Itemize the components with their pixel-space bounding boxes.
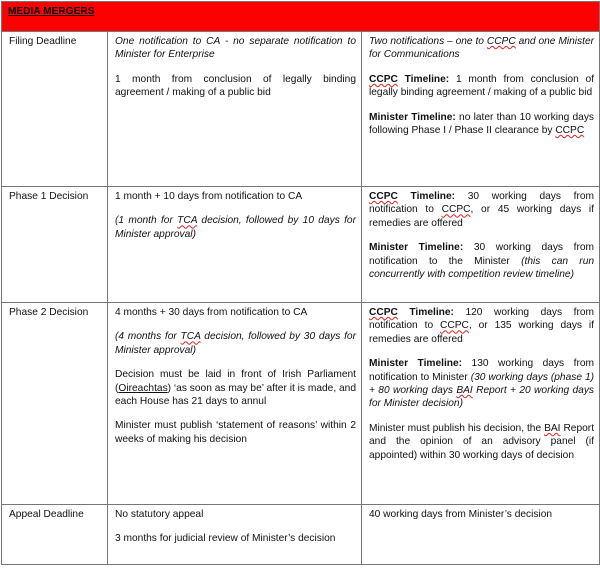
cell-paragraph: (4 months for TCA decision, followed by 30 days for Minister approval): [115, 331, 356, 356]
spellcheck-word: CCPC: [440, 320, 469, 332]
row-label: Phase 1 Decision: [2, 187, 108, 303]
cell-paragraph: Decision must be laid in front of Irish Parliament (Oireachtas) ‘as soon as may be’ after it is made, and each House has 21 days to annul: [115, 369, 356, 408]
cell-paragraph: One notification to CA - no separate notification to Minister for Enterprise: [115, 36, 356, 61]
cell-paragraph: 1 month from conclusion of legally binding agreement / making of a public bid: [115, 73, 356, 99]
ca-cell: [108, 303, 362, 505]
table-title-cell: [2, 2, 600, 32]
table-row-appeal-deadline: [2, 505, 600, 565]
spellcheck-word: CCPC: [369, 307, 398, 318]
spellcheck-word: Oireachtas: [118, 382, 168, 394]
ccpc-cell: [362, 32, 600, 187]
row-label: Filing Deadline: [2, 32, 108, 187]
cell-paragraph: 1 month + 10 days from notification to CA: [115, 191, 303, 202]
spellcheck-word: CCPC: [555, 125, 585, 137]
ccpc-cell: [362, 505, 600, 565]
row-label: Appeal Deadline: [2, 505, 108, 565]
ccpc-cell: [362, 303, 600, 505]
cell-paragraph: Minister must publish his decision, the BAI Report and the opinion of an advisory panel (if appointed) within 30 working days of decision: [369, 422, 595, 461]
cell-paragraph: Minister must publish ‘statement of reasons’ within 2 weeks of making his decision: [115, 420, 356, 445]
row-label: Phase 2 Decision: [2, 303, 108, 505]
cell-paragraph: Minister Timeline: 130 working days from notification to Minister (30 working days (phase 1) + 80 working days BAI Report + 20 working days for Minister decision): [369, 358, 595, 410]
cell-paragraph: 3 months for judicial review of Minister’s decision: [115, 533, 336, 545]
spellcheck-word: TCA: [180, 331, 201, 343]
table-title: MEDIA MERGERS: [8, 6, 95, 17]
cell-paragraph: (1 month for TCA decision, followed by 10 days for Minister approval): [115, 215, 356, 240]
spellcheck-word: TCA: [177, 215, 198, 227]
table-row-phase-2-decision: [2, 303, 600, 505]
spellcheck-word: BAI: [456, 385, 473, 397]
cell-paragraph: 40 working days from Minister’s decision: [369, 509, 553, 520]
media-mergers-table: [1, 1, 600, 565]
spellcheck-word: CCPC: [441, 204, 471, 216]
cell-paragraph: CCPC Timeline: 30 working days from notification to CCPC, or 45 working days if remedies are offered: [369, 191, 595, 229]
ca-cell: [108, 32, 362, 187]
cell-paragraph: Minister Timeline: 30 working days from notification to the Minister (this can run concurrently with competition review timeline): [369, 242, 595, 281]
spellcheck-word: CCPC: [486, 36, 516, 47]
spellcheck-word: BAI: [544, 422, 561, 434]
ccpc-cell: [362, 187, 600, 303]
table-row-filing-deadline: [2, 32, 600, 187]
cell-paragraph: Minister Timeline: no later than 10 working days following Phase I / Phase II clearance by CCPC: [369, 111, 595, 137]
ca-cell: [108, 505, 362, 565]
cell-paragraph: 4 months + 30 days from notification to CA: [115, 307, 308, 318]
table-header-row: [2, 2, 600, 32]
table-row-phase-1-decision: [2, 187, 600, 303]
cell-paragraph: CCPC Timeline: 1 month from conclusion of legally binding agreement / making of a public bid: [369, 73, 595, 99]
cell-paragraph: Two notifications – one to CCPC and one Minister for Communications: [369, 36, 595, 61]
spellcheck-word: CCPC: [369, 73, 398, 85]
ca-cell: [108, 187, 362, 303]
cell-paragraph: No statutory appeal: [115, 509, 204, 520]
cell-paragraph: CCPC Timeline: 120 working days from notification to CCPC, or 135 working days if remedies are offered: [369, 307, 595, 345]
spellcheck-word: CCPC: [369, 191, 398, 202]
